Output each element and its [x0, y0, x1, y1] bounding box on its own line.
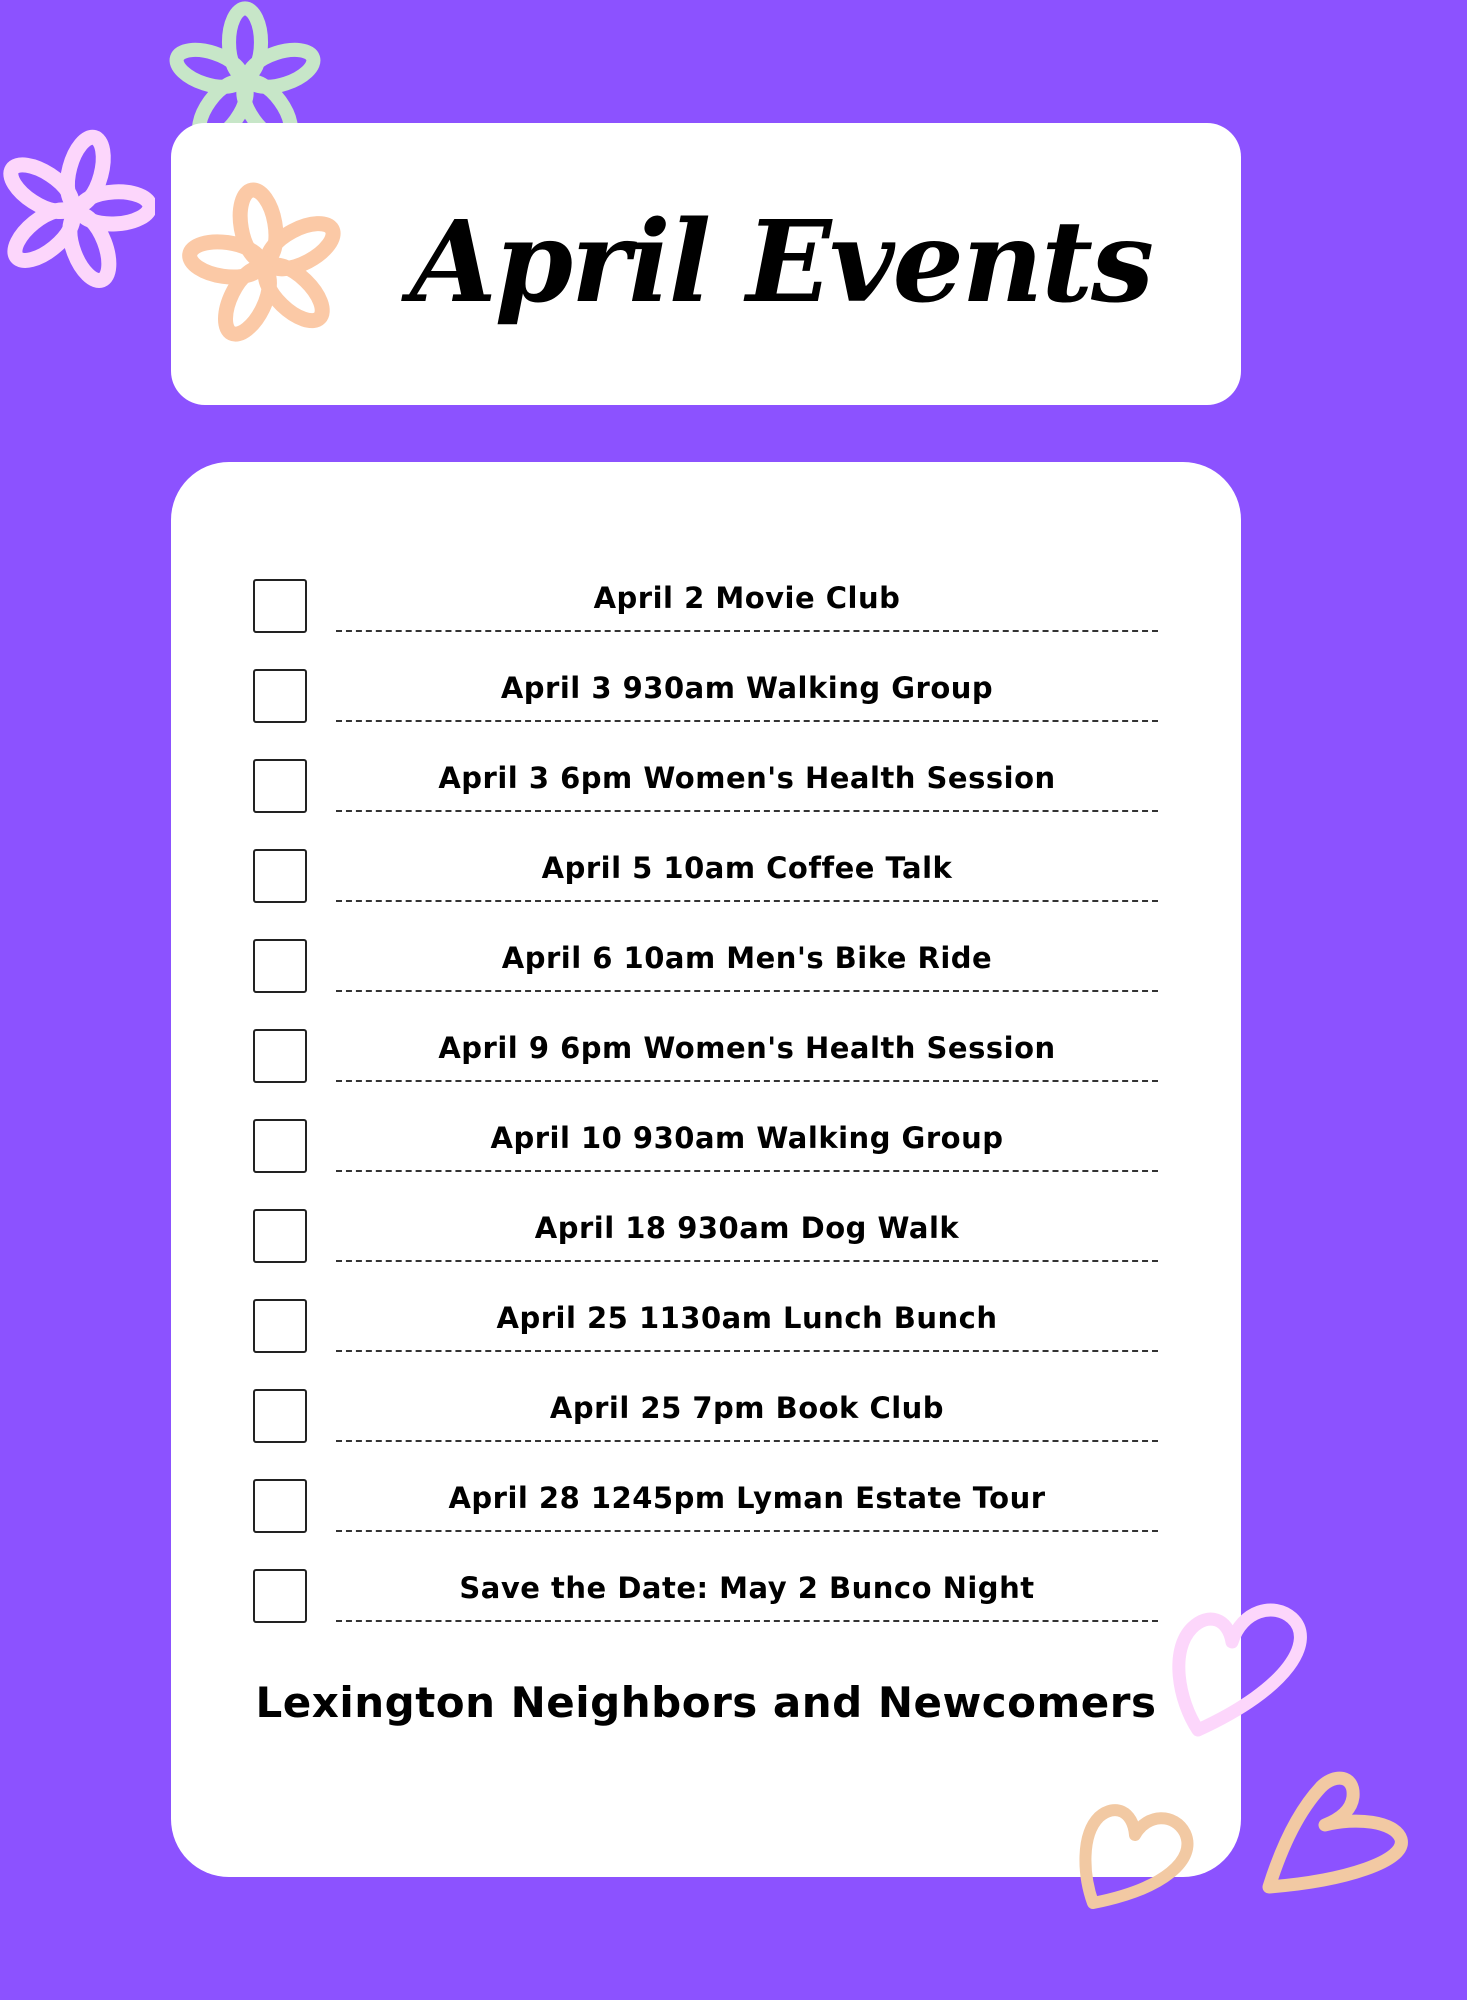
- event-label: April 5 10am Coffee Talk: [541, 851, 953, 885]
- dashed-divider: [336, 1260, 1158, 1262]
- event-label: April 2 Movie Club: [593, 581, 901, 615]
- list-item: [171, 1479, 1241, 1539]
- list-item: [171, 759, 1241, 819]
- list-item: [171, 1209, 1241, 1269]
- events-card: [171, 462, 1241, 1877]
- dashed-divider: [336, 630, 1158, 632]
- list-item: [171, 849, 1241, 909]
- event-checkbox[interactable]: [253, 1479, 307, 1533]
- event-checkbox[interactable]: [253, 939, 307, 993]
- list-item: [171, 1569, 1241, 1629]
- event-label: April 10 930am Walking Group: [490, 1121, 1004, 1155]
- event-checkbox[interactable]: [253, 1029, 307, 1083]
- event-label: April 6 10am Men's Bike Ride: [501, 941, 993, 975]
- dashed-divider: [336, 900, 1158, 902]
- dashed-divider: [336, 1530, 1158, 1532]
- event-label: April 25 1130am Lunch Bunch: [496, 1301, 998, 1335]
- list-item: [171, 1119, 1241, 1179]
- dashed-divider: [336, 1440, 1158, 1442]
- event-label: April 18 930am Dog Walk: [534, 1211, 960, 1245]
- dashed-divider: [336, 810, 1158, 812]
- peach-flower-icon: [180, 180, 350, 350]
- event-checkbox[interactable]: [253, 1389, 307, 1443]
- dashed-divider: [336, 1170, 1158, 1172]
- dashed-divider: [336, 1080, 1158, 1082]
- dashed-divider: [336, 720, 1158, 722]
- event-label: April 3 6pm Women's Health Session: [438, 761, 1056, 795]
- pink-heart-icon: [1170, 1590, 1320, 1750]
- list-item: [171, 939, 1241, 999]
- event-checkbox[interactable]: [253, 1569, 307, 1623]
- list-item: [171, 1389, 1241, 1449]
- organization-name: Lexington Neighbors and Newcomers: [255, 1678, 1157, 1727]
- event-checkbox[interactable]: [253, 1209, 307, 1263]
- event-label: April 25 7pm Book Club: [549, 1391, 945, 1425]
- event-label: Save the Date: May 2 Bunco Night: [459, 1571, 1035, 1605]
- dashed-divider: [336, 1350, 1158, 1352]
- event-checkbox[interactable]: [253, 1119, 307, 1173]
- pink-flower-icon: [0, 125, 155, 295]
- dashed-divider: [336, 1620, 1158, 1622]
- event-label: April 28 1245pm Lyman Estate Tour: [448, 1481, 1046, 1515]
- list-item: [171, 669, 1241, 729]
- event-checkbox[interactable]: [253, 1299, 307, 1353]
- event-label: April 3 930am Walking Group: [500, 671, 994, 705]
- event-label: April 9 6pm Women's Health Session: [438, 1031, 1056, 1065]
- peach-heart-icon: [1075, 1785, 1205, 1915]
- list-item: [171, 579, 1241, 639]
- list-item: [171, 1299, 1241, 1359]
- event-checkbox[interactable]: [253, 759, 307, 813]
- event-checkbox[interactable]: [253, 849, 307, 903]
- event-checkbox[interactable]: [253, 579, 307, 633]
- list-item: [171, 1029, 1241, 1089]
- dashed-divider: [336, 990, 1158, 992]
- page-title: April Events: [409, 197, 1153, 328]
- event-checkbox[interactable]: [253, 669, 307, 723]
- peach-heart-icon: [1255, 1755, 1415, 1905]
